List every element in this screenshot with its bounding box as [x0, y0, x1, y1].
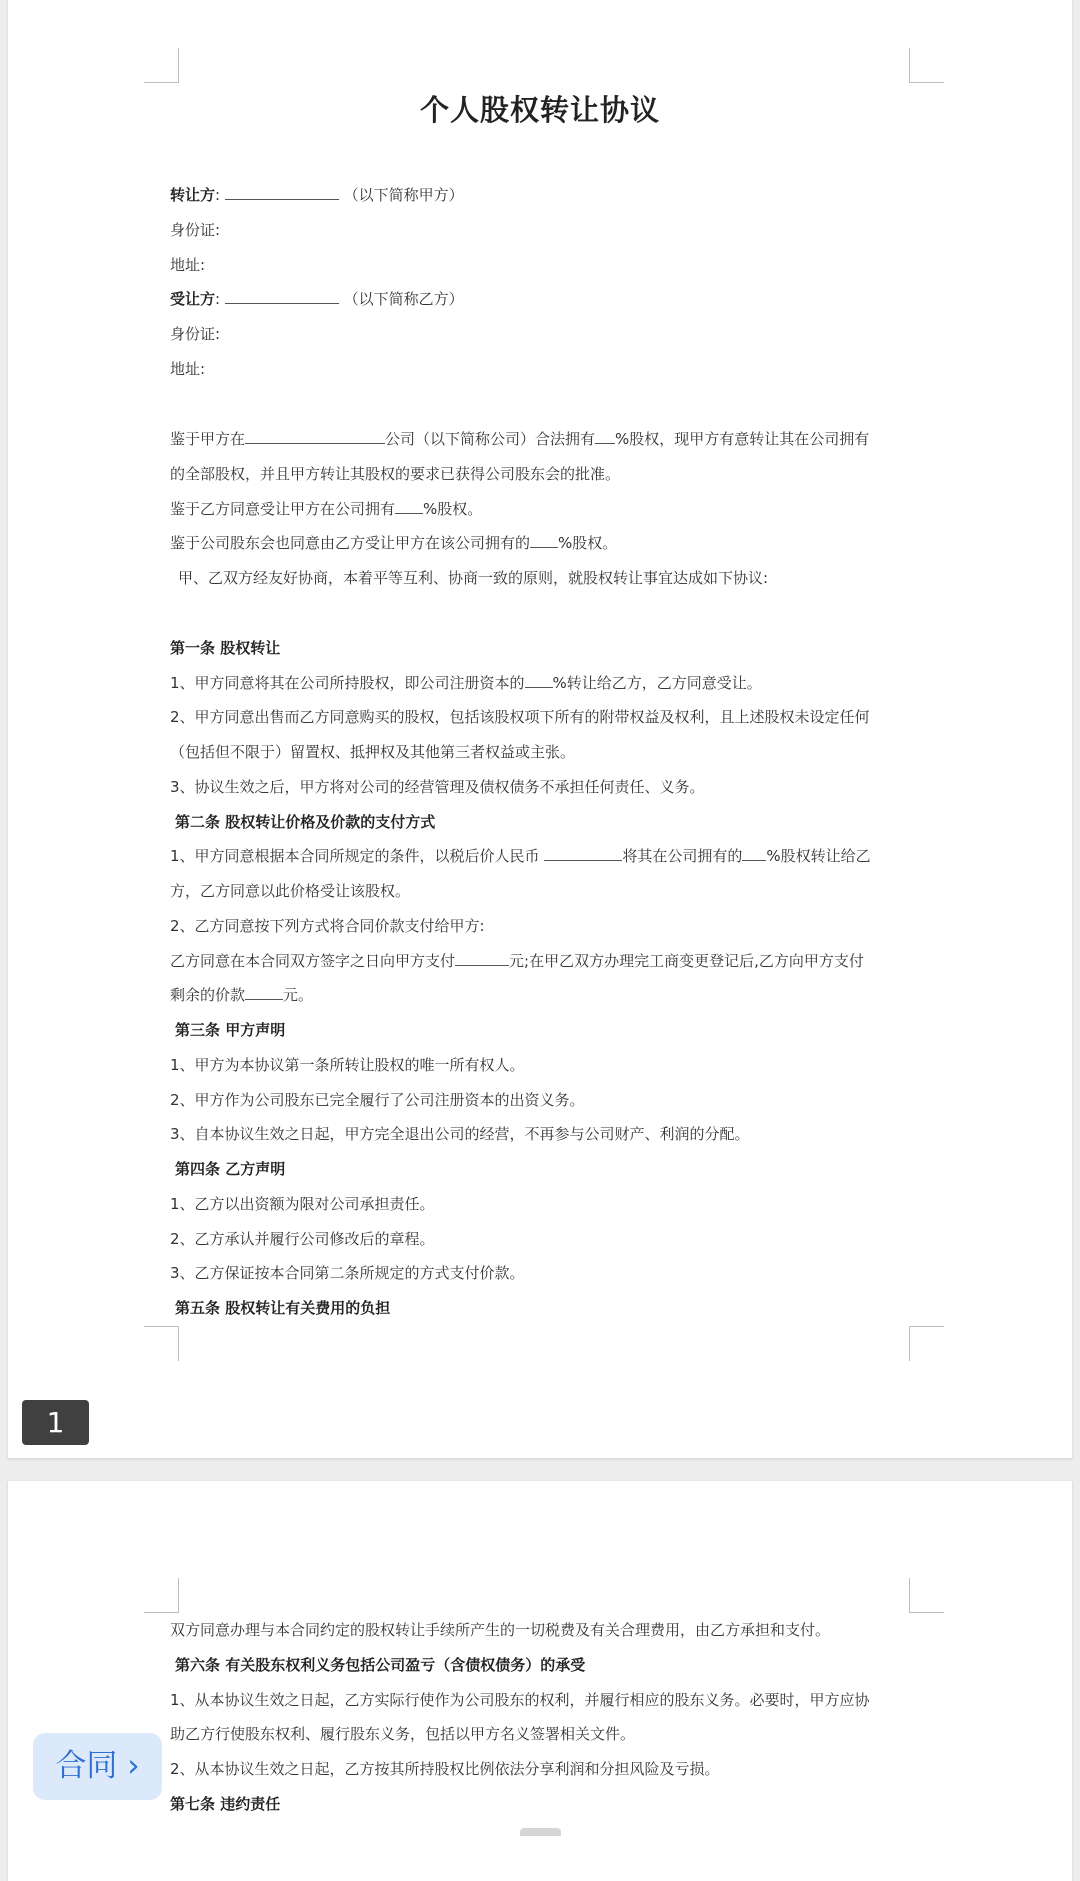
page-number-badge[interactable]: 1 [22, 1400, 89, 1445]
transferor-address: 地址: [170, 256, 206, 274]
transferee-id: 身份证: [170, 325, 221, 343]
transferor-id: 身份证: [170, 221, 221, 239]
article-3-clause-1: 1、甲方为本协议第一条所转让股权的唯一所有权人。 [170, 1056, 525, 1074]
recital-3 [170, 531, 930, 555]
article-5-text: 双方同意办理与本合同约定的股权转让手续所产生的一切税费及有关合理费用，由乙方承担和支付。 [170, 1621, 831, 1639]
article-3-title: 第三条 甲方声明 [175, 1021, 286, 1039]
blank-field [544, 846, 622, 861]
article-3-clause-2: 2、甲方作为公司股东已完全履行了公司注册资本的出资义务。 [170, 1091, 585, 1109]
article-6-clause-1: 1、从本协议生效之日起，乙方实际行使作为公司股东的权利，并履行相应的股东义务。必要时，甲方应协 [170, 1691, 870, 1709]
article-1-title: 第一条 股权转让 [170, 639, 281, 657]
text: %转让给乙方，乙方同意受让。 [552, 674, 762, 692]
text: 鉴于甲方在 [170, 430, 246, 448]
text: %股权。 [423, 500, 483, 518]
document-title: 个人股权转让协议 [419, 93, 660, 127]
article-2-title: 第二条 股权转让价格及价款的支付方式 [175, 813, 436, 831]
crop-mark [144, 48, 179, 83]
article-2-clause-2: 2、乙方同意按下列方式将合同价款支付给甲方: [170, 917, 485, 935]
transferor-line: 转让方: （以下简称甲方） [170, 186, 464, 204]
article-1-clause-2: 2、甲方同意出售而乙方同意购买的股权，包括该股权项下所有的附带权益及权利，且上述股权未设定任何 [170, 708, 870, 726]
text: 1、甲方同意将其在公司所持股权，即公司注册资本的 [170, 674, 525, 692]
article-4-clause-3: 3、乙方保证按本合同第二条所规定的方式支付价款。 [170, 1264, 525, 1282]
transferor-suffix: （以下简称甲方） [343, 186, 464, 204]
article-6-clause-1-cont: 助乙方行使股东权利、履行股东义务，包括以甲方名义签署相关文件。 [170, 1725, 636, 1743]
transferee-suffix: （以下简称乙方） [343, 290, 464, 308]
article-4-title: 第四条 乙方声明 [175, 1160, 286, 1178]
article-2-clause-1-cont: 方，乙方同意以此价格受让该股权。 [170, 882, 411, 900]
text: %股权，现甲方有意转让其在公司拥有 [615, 430, 870, 448]
article-2-clause-1 [170, 844, 930, 868]
transferee-address: 地址: [170, 360, 206, 378]
article-2-clause-3-cont [170, 983, 930, 1007]
article-1-clause-3: 3、协议生效之后，甲方将对公司的经营管理及债权债务不承担任何责任、义务。 [170, 778, 705, 796]
text: %股权转让给乙 [766, 847, 871, 865]
transferee-label: 受让方 [170, 290, 216, 308]
recital-1-cont: 的全部股权，并且甲方转让其股权的要求已获得公司股东会的批准。 [170, 465, 621, 483]
text: 1、甲方同意根据本合同所规定的条件，以税后价人民币 [170, 847, 540, 865]
blank-field [525, 673, 553, 688]
text: 乙方同意在本合同双方签字之日向甲方支付 [170, 952, 456, 970]
crop-mark [144, 1578, 179, 1613]
text: 元;在甲乙双方办理完工商变更登记后,乙方向甲方支付 [509, 952, 864, 970]
transferee-line: 受让方: （以下简称乙方） [170, 290, 464, 308]
transferor-label: 转让方 [170, 186, 216, 204]
text: 剩余的价款 [170, 986, 246, 1004]
recital-1 [170, 427, 930, 451]
article-6-clause-2: 2、从本协议生效之日起，乙方按其所持股权比例依法分享利润和分担风险及亏损。 [170, 1760, 720, 1778]
blank-field [395, 499, 423, 514]
text: %股权。 [558, 534, 618, 552]
crop-mark [909, 1326, 944, 1361]
article-4-clause-1: 1、乙方以出资额为限对公司承担责任。 [170, 1195, 435, 1213]
blank-field [742, 846, 766, 861]
contract-button[interactable]: 合同 › [33, 1733, 162, 1800]
crop-mark [144, 1326, 179, 1361]
text: 公司（以下简称公司）合法拥有 [385, 430, 596, 448]
article-3-clause-3: 3、自本协议生效之日起，甲方完全退出公司的经营，不再参与公司财产、利润的分配。 [170, 1125, 750, 1143]
article-4-clause-2: 2、乙方承认并履行公司修改后的章程。 [170, 1230, 435, 1248]
article-7-title: 第七条 违约责任 [170, 1795, 281, 1813]
article-1-clause-1 [170, 671, 930, 695]
article-1-clause-2-cont: （包括但不限于）留置权、抵押权及其他第三者权益或主张。 [170, 743, 576, 761]
blank-field [225, 185, 339, 200]
document-page-1 [8, 0, 1072, 1458]
text: 鉴于乙方同意受让甲方在公司拥有 [170, 500, 396, 518]
blank-field [245, 429, 385, 444]
recital-4: 甲、乙双方经友好协商，本着平等互利、协商一致的原则，就股权转让事宜达成如下协议: [178, 569, 769, 587]
crop-mark [909, 1578, 944, 1613]
bottom-drag-handle[interactable] [520, 1828, 561, 1836]
article-6-title: 第六条 有关股东权利义务包括公司盈亏（含债权债务）的承受 [175, 1656, 586, 1674]
blank-field [455, 951, 509, 966]
article-2-clause-3 [170, 949, 930, 973]
recital-2 [170, 497, 930, 521]
document-page-2 [8, 1481, 1072, 1881]
blank-field [245, 985, 283, 1000]
blank-field [530, 533, 558, 548]
article-5-title: 第五条 股权转让有关费用的负担 [175, 1299, 391, 1317]
text: 将其在公司拥有的 [622, 847, 743, 865]
text: 元。 [283, 986, 314, 1004]
crop-mark [909, 48, 944, 83]
blank-field [225, 289, 339, 304]
text: 鉴于公司股东会也同意由乙方受让甲方在该公司拥有的 [170, 534, 531, 552]
blank-field [595, 429, 615, 444]
